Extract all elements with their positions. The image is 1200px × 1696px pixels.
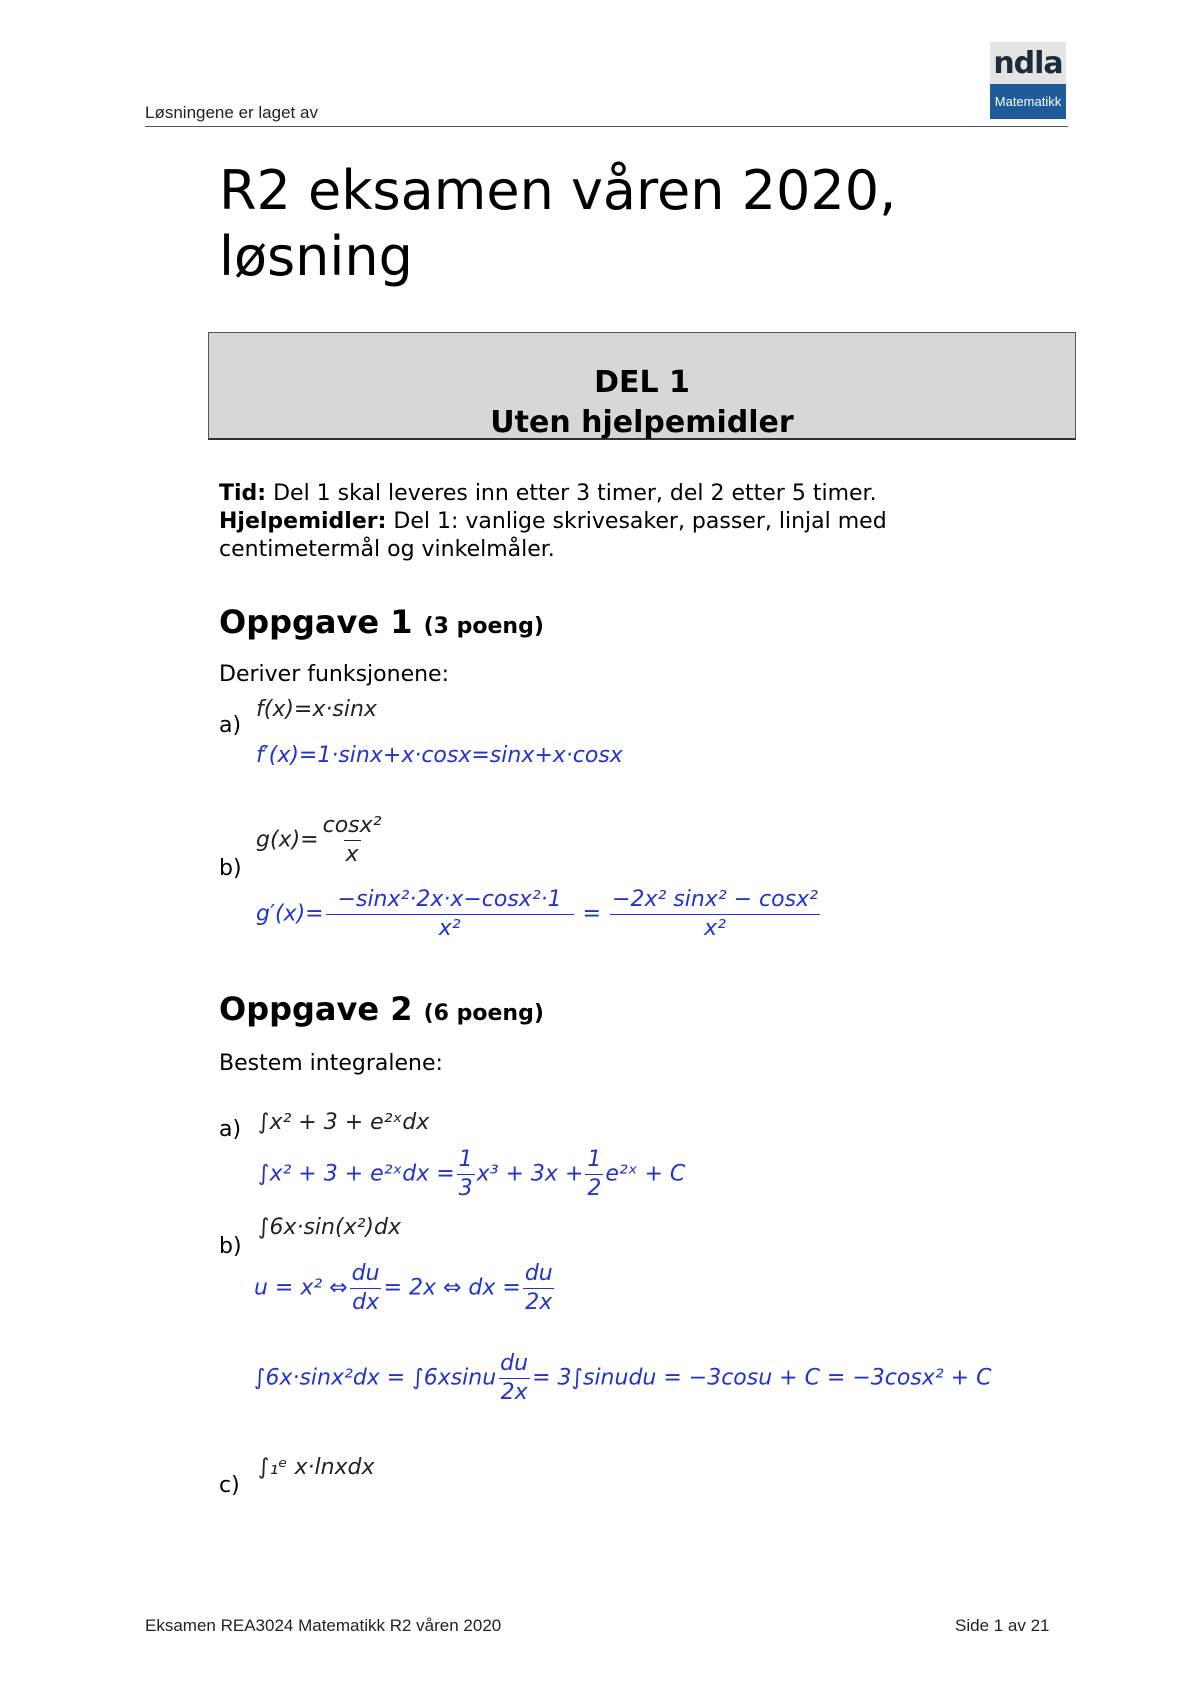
substitution-lhs: u = x² ⇔: [254, 1275, 348, 1301]
title-line-2: løsning: [219, 225, 413, 288]
oppgave-1a-task: f(x)=x·sinx: [256, 697, 377, 722]
ndla-logo: [990, 42, 1066, 119]
fraction-numerator: du: [351, 1261, 380, 1286]
fraction-denominator: 2x: [500, 1380, 528, 1405]
oppgave-1b-solution-numerator-2: −2x² sinx² − cosx²: [612, 887, 818, 912]
oppgave-1-title: Oppgave 1: [219, 603, 413, 641]
fraction-denominator: 2: [587, 1176, 602, 1201]
oppgave-2-points: (6 poeng): [423, 1001, 544, 1026]
oppgave-2c-label: c): [219, 1473, 240, 1498]
oppgave-2b-integration: [254, 1350, 991, 1407]
fraction-numerator: 1: [458, 1147, 473, 1172]
logo-wordmark: ndla: [990, 42, 1066, 84]
title-line-1: R2 eksamen våren 2020,: [219, 159, 897, 222]
oppgave-2a-label: a): [219, 1117, 242, 1142]
fraction-denominator: 2x: [525, 1290, 553, 1315]
oppgave-1b-label: b): [219, 856, 242, 881]
oppgave-1b-task-denominator: x: [345, 842, 359, 867]
oppgave-2a-solution-lhs: ∫x² + 3 + e²ˣdx =: [258, 1161, 455, 1187]
integration-lhs: ∫6x·sinx²dx = ∫6xsinu: [254, 1365, 497, 1391]
oppgave-2b-substitution: [254, 1260, 557, 1317]
oppgave-2a-solution: [258, 1146, 685, 1203]
oppgave-1b-solution-numerator-1: −sinx²·2x·x−cosx²·1: [337, 887, 562, 912]
integration-rhs: = 3∫sinudu = −3cosu + C = −3cosx² + C: [532, 1365, 992, 1391]
oppgave-2b-label: b): [219, 1234, 242, 1259]
logo-subtitle: Matematikk: [990, 84, 1066, 119]
oppgave-1b-solution-denominator-2: x²: [610, 914, 820, 943]
oppgave-2-title: Oppgave 2: [219, 990, 413, 1028]
oppgave-1-points: (3 poeng): [423, 614, 544, 639]
fraction-denominator: dx: [352, 1290, 380, 1315]
oppgave-1b-solution-lhs: g′(x)=: [256, 901, 324, 927]
oppgave-1b-solution: g′(x)= $\frac{\text{−sinx²·2x·x−cosx²·1}}{\text{x²}}$ = $\frac{\text{−2x² sinx² − cosx²}}{\text{x²}}$: [256, 887, 818, 941]
oppgave-1b-task-lhs: g(x)=: [256, 827, 319, 853]
substitution-mid: = 2x ⇔ dx =: [383, 1275, 521, 1301]
oppgave-1a-solution: f′(x)=1·sinx+x·cosx=sinx+x·cosx: [256, 743, 623, 768]
oppgave-2-heading: [219, 990, 544, 1028]
oppgave-1a-label: a): [219, 713, 242, 738]
page-header-text: Løsningene er laget av: [145, 103, 318, 122]
tid-label: Tid:: [219, 481, 267, 506]
oppgave-2c-task: ∫₁ᵉ x·lnxdx: [258, 1455, 375, 1480]
fraction-numerator: 1: [587, 1147, 602, 1172]
tid-text: Del 1 skal leveres inn etter 3 timer, del 2 etter 5 timer.: [266, 481, 877, 506]
page-footer-left: Eksamen REA3024 Matematikk R2 våren 2020: [145, 1616, 502, 1635]
header-divider: [145, 126, 1068, 127]
page-number: Side 1 av 21: [955, 1616, 1050, 1635]
oppgave-2b-task: ∫6x·sin(x²)dx: [258, 1215, 401, 1240]
section-box-title: DEL 1: [594, 365, 690, 400]
oppgave-1-intro: Deriver funksjonene:: [219, 662, 450, 687]
section-box-subtitle: Uten hjelpemidler: [490, 405, 794, 440]
hjelpemidler-text: Del 1: vanlige skrivesaker, passer, linjal med: [386, 509, 887, 534]
section-box: [208, 332, 1076, 440]
fraction-numerator: du: [524, 1261, 553, 1286]
oppgave-1-heading: [219, 603, 544, 641]
hjelpemidler-text-2: centimetermål og vinkelmåler.: [219, 537, 555, 562]
oppgave-1b-task-numerator: cosx²: [322, 813, 382, 838]
document-title: [219, 158, 896, 290]
oppgave-1b-task: [256, 812, 385, 869]
oppgave-2a-task: ∫x² + 3 + e²ˣdx: [258, 1110, 430, 1135]
oppgave-2a-solution-end: e²ˣ + C: [605, 1161, 686, 1187]
oppgave-2a-solution-mid: x³ + 3x +: [476, 1161, 584, 1187]
fraction-numerator: du: [500, 1351, 529, 1376]
oppgave-2-intro: Bestem integralene:: [219, 1051, 443, 1076]
hjelpemidler-label: Hjelpemidler:: [219, 509, 387, 534]
oppgave-1b-solution-denominator-1: x²: [326, 914, 574, 943]
info-block: [219, 480, 887, 564]
fraction-denominator: 3: [458, 1176, 473, 1201]
